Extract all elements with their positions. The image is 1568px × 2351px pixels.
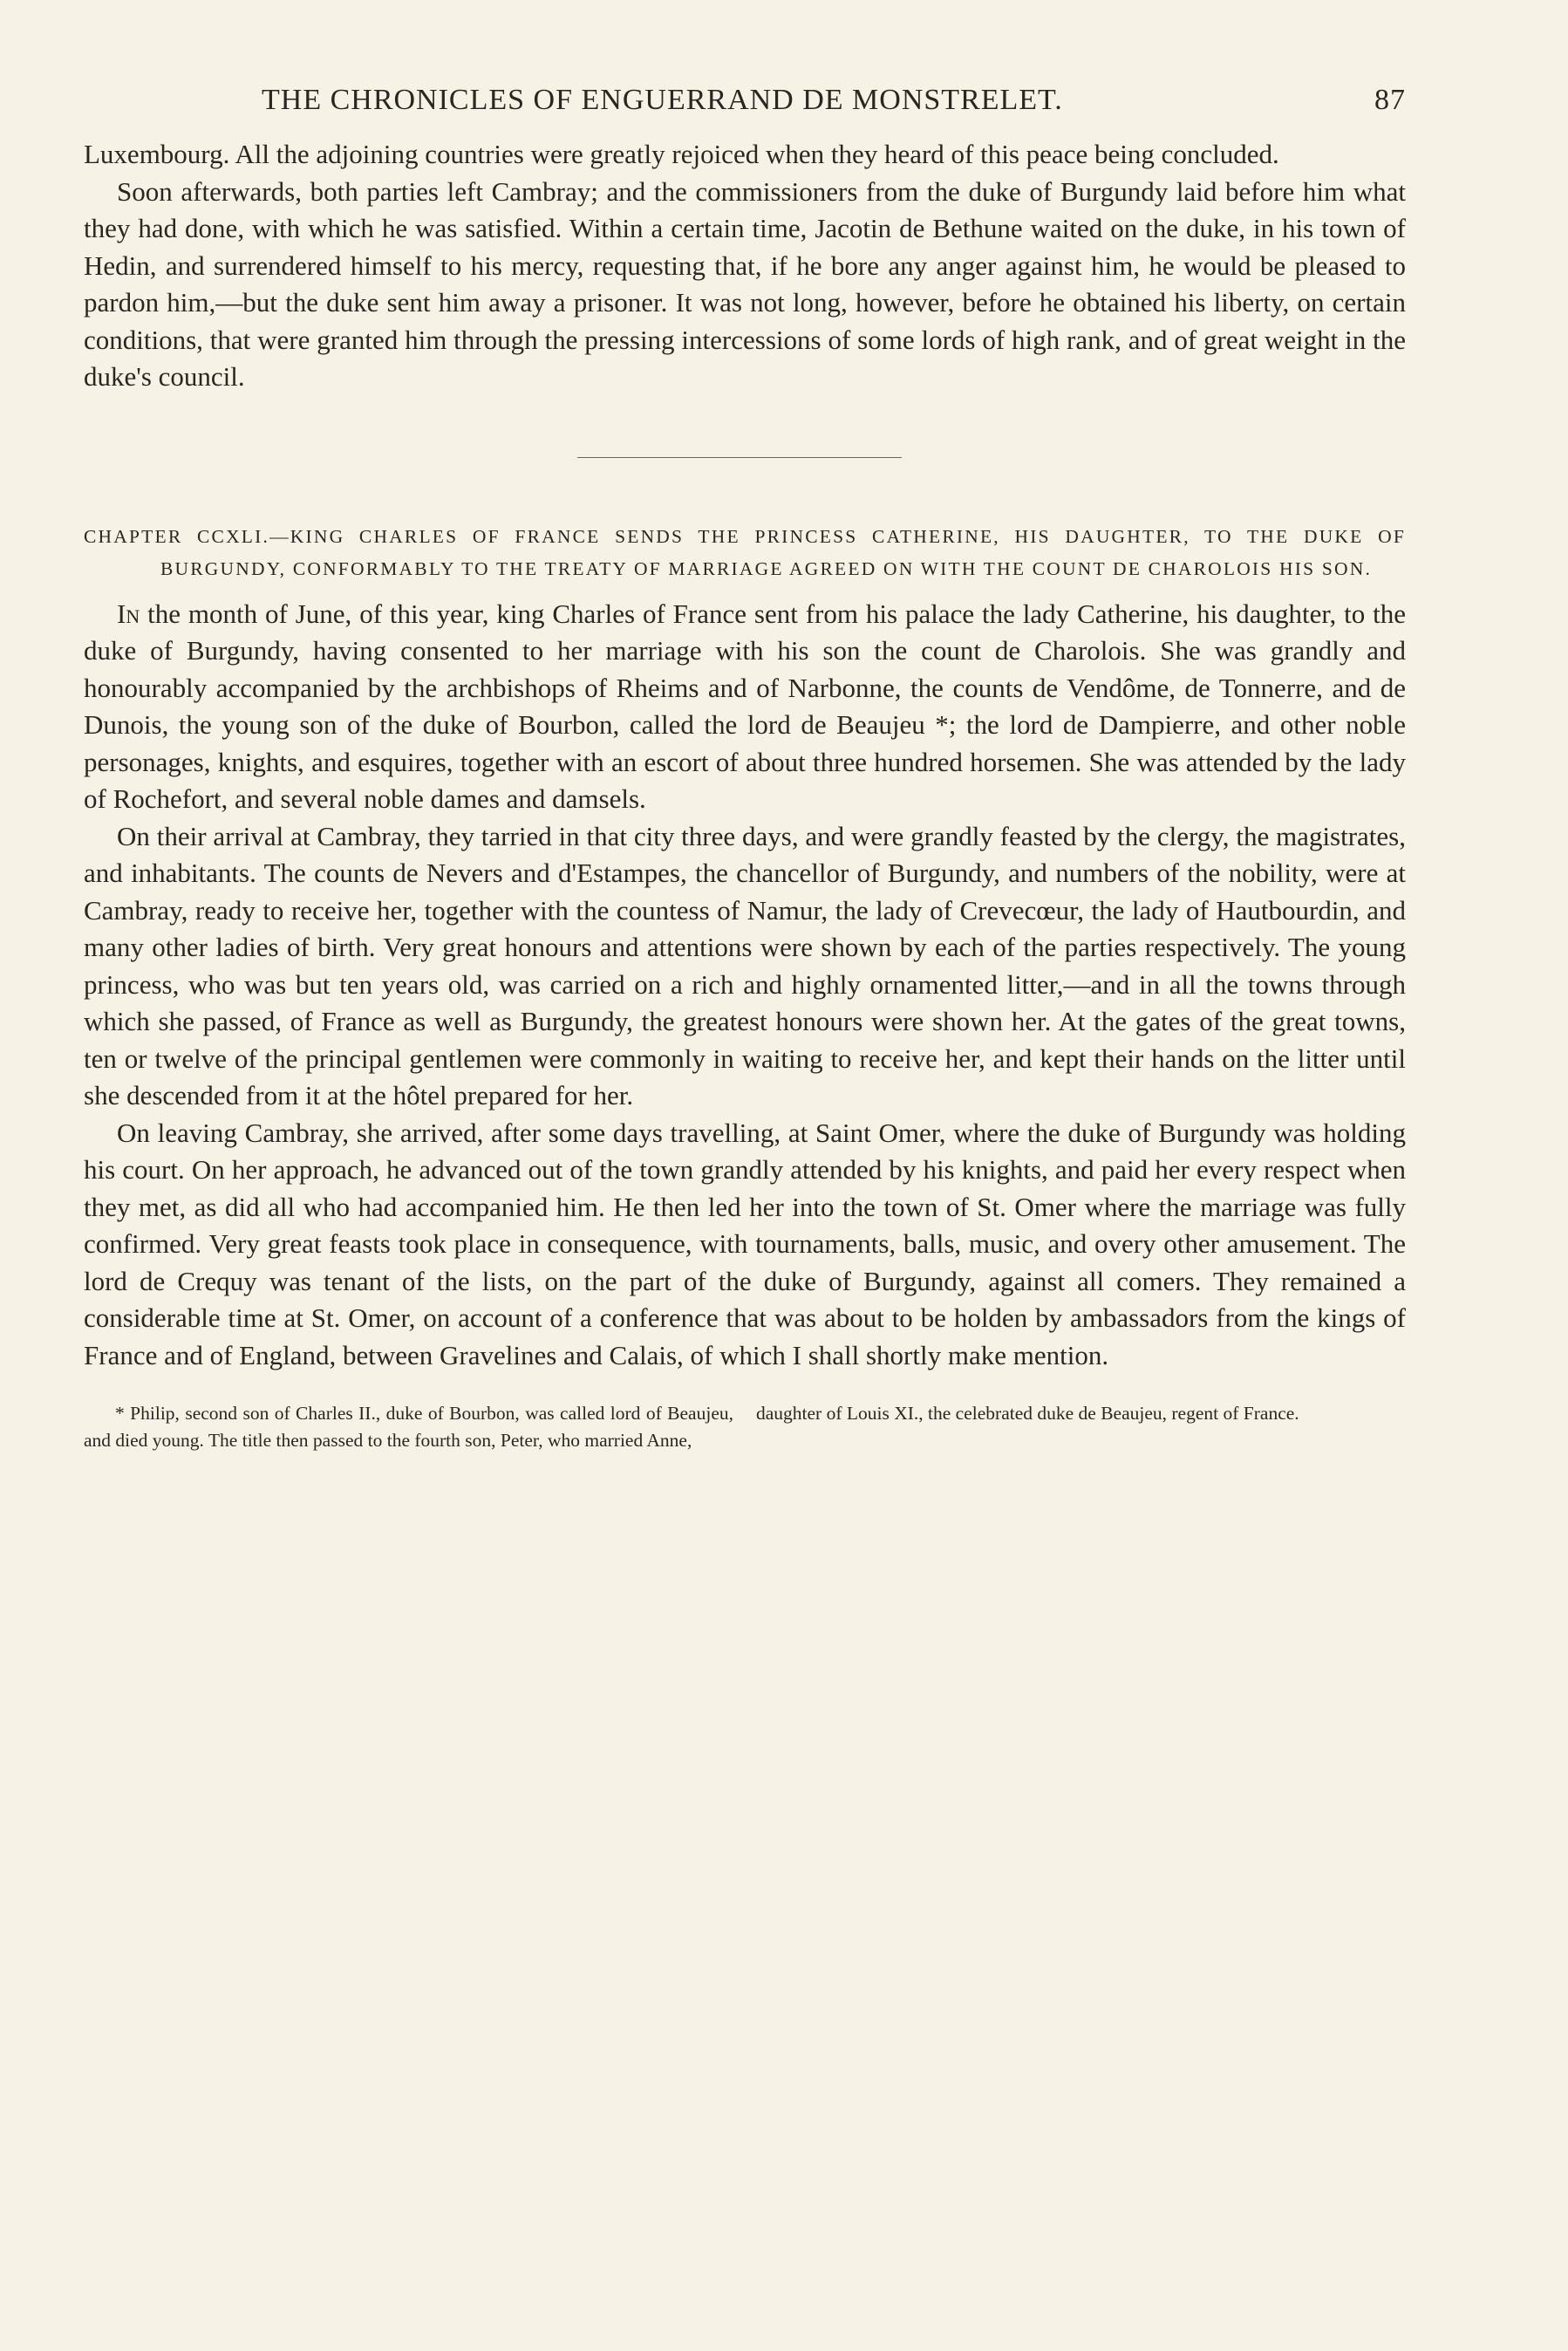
- chapter-paragraph-2: On their arrival at Cambray, they tarried in that city three days, and were grandly feasted by the clergy, the magistrates, and inhabitants. The counts de Nevers and d'Estampes, the chancellor of Burgundy, and numbers of the nobility, were at Cambray, ready to receive her, together with the countess of Namur, the lady of Crevecœur, the lady of Hautbourdin, and many other ladies of birth. Very great honours and attentions were shown by each of the parties respectively. The young princess, who was but ten years old, was carried on a rich and highly ornamented litter,—and in all the towns through which she passed, of France as well as Burgundy, the greatest honours were shown her. At the gates of the great towns, ten or twelve of the principal gentlemen were commonly in waiting to receive her, and kept their hands on the litter until she descended from it at the hôtel prepared for her.: [84, 820, 1406, 1111]
- footnote-text-left: * Philip, second son of Charles II., duke of Bourbon, was called lord of Beaujeu, and died young. The title then passed to the fourth son, Peter, who married Anne,: [84, 1403, 733, 1451]
- page-number: 87: [1374, 84, 1406, 116]
- chapter-paragraph-1: [84, 596, 1406, 818]
- section-divider: [577, 457, 902, 458]
- chapter-paragraph-1-text: the month of June, of this year, king Charles of France sent from his palace the lady Catherine, his daughter, to the duke of Burgundy, having consented to her marriage with his son the count de Charolois. She was grandly and honourably accompanied by the archbishops of Rheims and of Narbonne, the counts de Vendôme, de Tonnerre, and de Dunois, the young son of the duke of Bourbon, called the lord de Beaujeu *; the lord de Dampierre, and other noble personages, knights, and esquires, together with an escort of about three hundred horsemen. She was attended by the lady of Rochefort, and several noble dames and damsels.: [84, 598, 1406, 814]
- chapter-paragraph-3: On leaving Cambray, she arrived, after some days travelling, at Saint Omer, where the duke of Burgundy was holding his court. On her approach, he advanced out of the town grandly attended by his knights, and paid her every respect when they met, as did all who had accompanied him. He then led her into the town of St. Omer where the marriage was fully confirmed. Very great feasts took place in consequence, with tournaments, balls, music, and overy other amusement. The lord de Crequy was tenant of the lists, on the part of the duke of Burgundy, against all comers. They remained a considerable time at St. Omer, on account of a conference that was about to be holden by ambassadors from the kings of France and of England, between Gravelines and Calais, of which I shall shortly make mention.: [84, 1117, 1406, 1370]
- footnotes: [84, 1400, 1406, 1454]
- running-head-title: THE CHRONICLES OF ENGUERRAND DE MONSTRELET.: [262, 84, 1063, 116]
- running-head: [84, 84, 1406, 136]
- body-text-top: [84, 136, 1406, 396]
- footnote-text-right: daughter of Louis XI., the celebrated duke de Beaujeu, regent of France.: [756, 1403, 1299, 1424]
- paragraph-continuation: Luxembourg. All the adjoining countries were greatly rejoiced when they heard of this peace being concluded.: [84, 139, 1279, 169]
- chapter-body: [84, 596, 1406, 1375]
- chapter-heading: CHAPTER CCXLI.—KING CHARLES OF FRANCE SENDS THE PRINCESS CATHERINE, HIS DAUGHTER, TO THE DUKE OF BURGUNDY, CONFORMABLY TO THE TREATY OF MARRIAGE AGREED ON WITH THE COUNT DE CHAROLOIS HIS SON.: [84, 525, 1406, 579]
- chapter-first-word: In: [117, 598, 140, 629]
- paragraph: Soon afterwards, both parties left Cambray; and the commissioners from the duke of Burgundy laid before him what they had done, with which he was satisfied. Within a certain time, Jacotin de Bethune waited on the duke, in his town of Hedin, and surrendered himself to his mercy, requesting that, if he bore any anger against him, he would be pleased to pardon him,—but the duke sent him away a prisoner. It was not long, however, before he obtained his liberty, on certain conditions, that were granted him through the pressing intercessions of some lords of high rank, and of great weight in the duke's council.: [84, 175, 1406, 392]
- book-page: [84, 84, 1406, 1454]
- footnote-column-right: [756, 1400, 1406, 1454]
- footnote-column-left: [84, 1400, 733, 1454]
